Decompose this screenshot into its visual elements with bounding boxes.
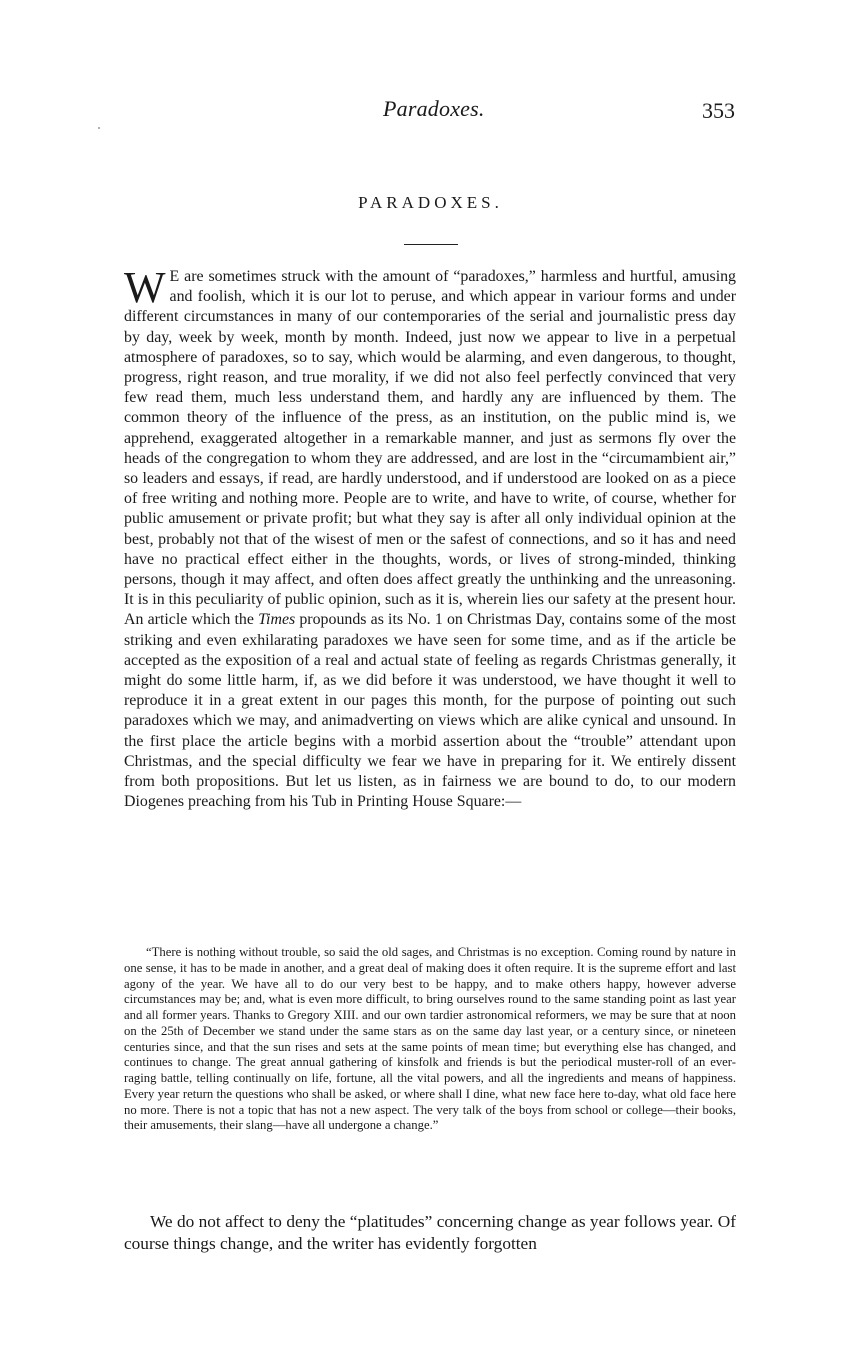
running-title: Paradoxes. bbox=[383, 96, 485, 121]
body-text-part-1: E are sometimes struck with the amount of “paradoxes,” harmless and hurtful, amusing and foolish, which it is our lot to peruse, and which appear in variour forms and under different circumstances in many of our contemporaries of the serial and journalistic press day by day, week by week, month by month. Indeed, just now we appear to live in a perpetual atmosphere of paradoxes, so to say, which would be alarming, and even dangerous, to thought, progress, right reason, and true morality, if we did not also feel perfectly convinced that very few read them, much less understand them, and hardly any are influenced by them. The common theory of the influence of the press, as an institution, on the public mind is, we apprehend, exaggerated altogether in a remarkable manner, and just as sermons fly over the heads of the congregation to whom they are addressed, and are lost in the “circumambient air,” so leaders and essays, if read, are hardly understood, and if understood are looked on as a piece of free writing and nothing more. People are to write, and have to write, of course, whether for public amusement or private profit; but what they say is after all only individual opinion at the best, probably not that of the wisest of men or the safest of connections, and so it has and need have no practical effect either in the thoughts, words, or lives of strong-minded, thinking persons, though it may affect, and often does affect greatly the unthinking and the unreasoning. It is in this peculiarity of public opinion, such as it is, wherein lies our safety at the present hour. An article which the bbox=[124, 268, 736, 629]
block-quote: “There is nothing without trouble, so said the old sages, and Christmas is no exception. Coming round by nature in one sense, it has to be made in another, and a great deal of making does it often require. It is the supreme effort and last agony of the year. We have all to do our very best to be happy, and to make others happy, however adverse circumstances may be; and, what is even more difficult, to bring ourselves round to the same standing point as last year and all former years. Thanks to Gregory XIII. and our own tardier astronomical reformers, we may be sure that at noon on the 25th of December we stand under the same stars as on the same day last year, or a century since, or nineteen centuries since, and that the sun rises and sets at the same points of mean time; but everything else has changed, and continues to change. The great annual gathering of kinsfolk and friends is but the periodical muster-roll of an ever-raging battle, telling continually on life, fortune, all the vital powers, and all the ingredients and means of happiness. Every year return the questions who shall be asked, or where shall I dine, what new face here to-day, what old face here no more. There is not a topic that has not a new aspect. The very talk of the boys from school or college—their books, their amusements, their slang—have all undergone a change.” bbox=[124, 945, 736, 1133]
body-text-part-2: propounds as its No. 1 on Christmas Day, contains some of the most striking and even exhilarating paradoxes we have seen for some time, and as if the article be accepted as the exposition of a real and actual state of feeling as regards Christmas generally, it might do some little harm, if, as we did before it was understood, we have thought it well to reproduce it in a great extent in our pages this month, for the purpose of pointing out such paradoxes which we may, and animadverting on views which are alike cynical and unsound. In the first place the article begins with a morbid assertion about the “trouble” attendant upon Christmas, and the special difficulty we fear we have in preparing for it. We entirely dissent from both propositions. But let us listen, as in fairness we are bound to do, to our modern Diogenes preaching from his Tub in Printing House Square:— bbox=[124, 611, 736, 811]
article-body bbox=[124, 263, 736, 812]
times-newspaper-name: Times bbox=[258, 611, 296, 629]
article-title: PARADOXES. bbox=[358, 193, 503, 212]
running-head bbox=[0, 96, 861, 136]
title-rule bbox=[404, 244, 458, 245]
drop-cap: W bbox=[124, 263, 166, 312]
continuation-paragraph: We do not affect to deny the “platitudes” concerning change as year follows year. Of course things change, and the writer has evidently forgotten bbox=[124, 1212, 736, 1253]
page-number: 353 bbox=[702, 98, 735, 123]
